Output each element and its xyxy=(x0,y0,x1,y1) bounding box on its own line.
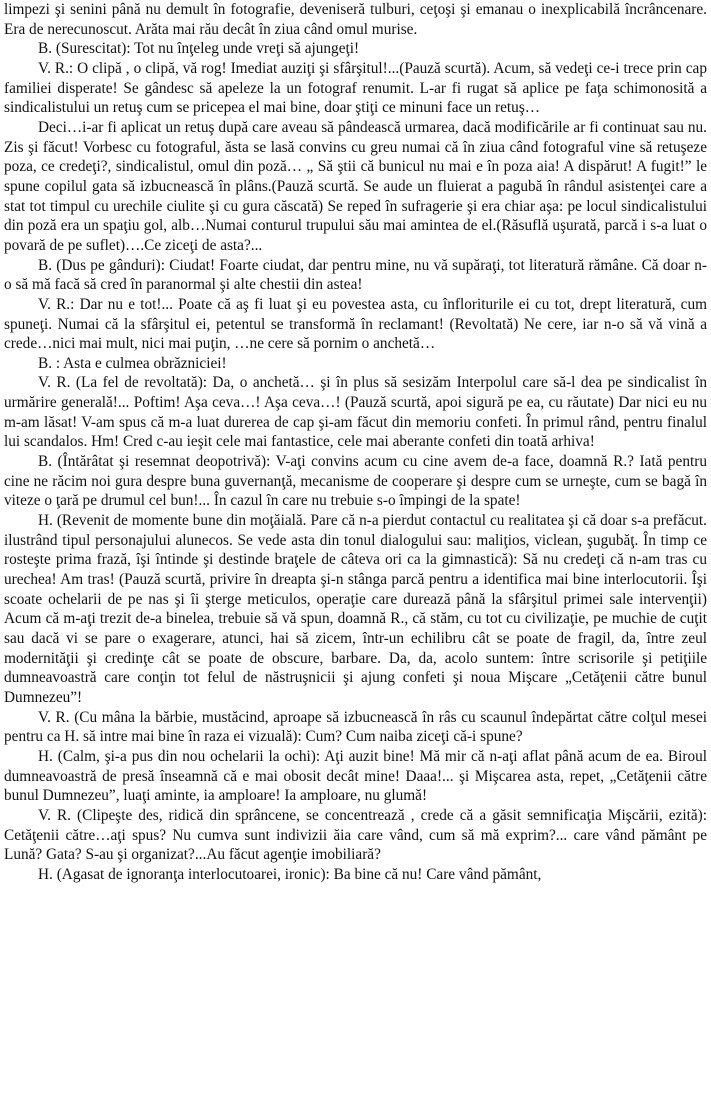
dialogue-paragraph-h: H. (Calm, şi-a pus din nou ochelarii la ochi): Aţi auzit bine! Mă mir că n-aţi aflat până acum de ea. Biroul dumneavoastră de presă înseamnă că e mai obosit decât mine! Daaa!... şi Mişcarea asta, repet, „Cetăţenii către bunul Dumnezeu”, luaţi aminte, ia amploare! Ia amploare, nu glumă! xyxy=(4,747,707,805)
dialogue-paragraph-vr: V. R.: O clipă , o clipă, vă rog! Imediat auziţi şi sfârşitul!...(Pauză scurtă). Acum, să vedeţi ce-i trece prin cap familiei disperate! Se gândesc să apeleze la un fotograf renumit. L-ar fi rugat să aplice pe faţa schimonosită a sindicalistului un retuş cum se pricepea el mai bine, doar ştiţi ce minuni face un retuş… xyxy=(4,59,707,117)
text-paragraph: Deci…i-ar fi aplicat un retuş după care aveau să pândească urmarea, dacă modificările ar fi continuat sau nu. Zis şi făcut! Vorbesc cu fotograful, ăsta se lasă convins cu greu numai că în ziua când fotograful vine să retuşeze poza, ce credeţi?, sindicalistul, omul din poză… „ Să ştii că bunicul nu mai e în poza aia! A dispărut! A fugit!” le spune copilul gata să izbucnească în plâns.(Pauză scurtă. Se aude un fluierat a pagubă în rândul asistenţei care a stat tot timpul cu urechile ciulite şi cu gura căscată) Se reped în sufragerie şi era chiar aşa: pe locul sindicalistului din poză era un spaţiu gol, alb…Numai conturul trupului său mai amintea de el.(Răsuflă uşurată, parcă i s-a luat o povară de pe suflet)….Ce ziceţi de asta?... xyxy=(4,118,707,254)
dialogue-paragraph-vr: V. R.: Dar nu e tot!... Poate că aş fi luat şi eu povestea asta, cu înfloriturile ei cu tot, drept literatură, cum spuneţi. Numai că la sfârşitul ei, petentul se transformă în reclamant! (Revoltată) Ne cere, iar n-o să vă vină a crede…nici mai mult, nici mai puţin, …ne cere să pornim o anchetă… xyxy=(4,295,707,353)
dialogue-paragraph-h: H. (Revenit de momente bune din moţăială. Pare că n-a pierdut contactul cu realitatea şi că doar s-a prefăcut. ilustrând tipul personajului alunecos. Se vede asta din tonul dialogului sau: maliţios, viclean, şugubăţ. În timp ce rosteşte prima frază, îşi întinde şi destinde braţele de câteva ori ca la gimnastică): Să nu credeţi că n-am tras cu urechea! Am tras! (Pauză scurtă, privire în dreapta şi-n stânga parcă pentru a identifica mai bine interlocutorii. Îşi scoate ochelarii de pe nas şi îi şterge meticulos, operaţie care durează până la sfârşitul primei sale intervenţii) Acum că m-aţi trezit de-a binelea, trebuie să vă spun, doamnă R., că stăm, cu tot cu civilizaţie, pe muchie de cuţit sau dacă vi se pare o exagerare, atunci, hai să zicem, într-un echilibru cât se poate de fragil, da, între zeul modernităţii şi credinţe cât se poate de obscure, barbare. Da, da, acolo suntem: între scrisorile şi petiţiile dumneavoastră care conţin tot felul de năstruşnicii şi ajung confeti şi noua Mişcare „Cetăţenii către bunul Dumnezeu”! xyxy=(4,512,707,706)
dialogue-paragraph-b: B. (Surescitat): Tot nu înţeleg unde vreţi să ajungeţi! xyxy=(38,40,360,58)
document-page xyxy=(4,0,707,885)
dialogue-paragraph-b: B. : Asta e culmea obrăzniciei! xyxy=(38,354,227,372)
dialogue-paragraph-vr: V. R. (Clipeşte des, ridică din sprâncene, se concentrează , crede că a găsit semnificaţia Mişcării, ezită): Cetăţenii către…aţi spus? Nu cumva sunt indivizii ăia care vând, cum să mă exprim?... care vând pământ pe Lună? Gata? S-au şi organizat?...Au făcut agenţie imobiliară? xyxy=(4,806,707,864)
dialogue-paragraph-h: H. (Agasat de ignoranţa interlocutoarei, ironic): Ba bine că nu! Care vând pământ, xyxy=(38,865,542,883)
text-paragraph-intro: limpezi şi senini până nu demult în fotografie, deveniseră tulburi, ceţoşi şi emanau o inexplicabilă încrâncenare. Era de nerecunoscut. Arăta mai rău decât în ziua când omul murise. xyxy=(4,1,707,38)
dialogue-paragraph-vr: V. R. (La fel de revoltată): Da, o anchetă… şi în plus să sesizăm Interpolul care să-l dea pe sindicalist în urmărire generală!... Poftim! Aşa ceva…! Aşa ceva…! (Pauză scurtă, apoi sigură pe ea, cu răutate) Dar nici eu nu m-am lăsat! V-am spus că m-a luat durerea de cap şi-am făcut din memoriu confeti. În primul rând, pentru finalul lui scandalos. Hm! Cred c-au ieşit cele mai fantastice, cele mai aberante confeti din toată arhiva! xyxy=(4,374,707,451)
dialogue-paragraph-vr: V. R. (Cu mâna la bărbie, mustăcind, aproape să izbucnească în râs cu scaunul îndepărtat către colţul mesei pentru ca H. să intre mai bine în raza ei vizuală): Cum? Cum naiba ziceţi că-i spune? xyxy=(4,708,707,746)
dialogue-paragraph-b: B. (Dus pe gânduri): Ciudat! Foarte ciudat, dar pentru mine, nu vă supăraţi, tot literatură rămâne. Că doar n-o să mă facă să cred în paranormal şi alte chestii din astea! xyxy=(4,256,707,294)
dialogue-paragraph-b: B. (Întărâtat şi resemnat deopotrivă): V-aţi convins acum cu cine avem de-a face, doamnă R.? Iată pentru cine ne răcim noi gura despre buna guvernanţă, mecanisme de cooperare şi despre cum se urneşte, cum se bagă în viteze o ţară pe drumul cel bun!... În cazul în care nu trebuie s-o împingi de la spate! xyxy=(4,453,707,510)
